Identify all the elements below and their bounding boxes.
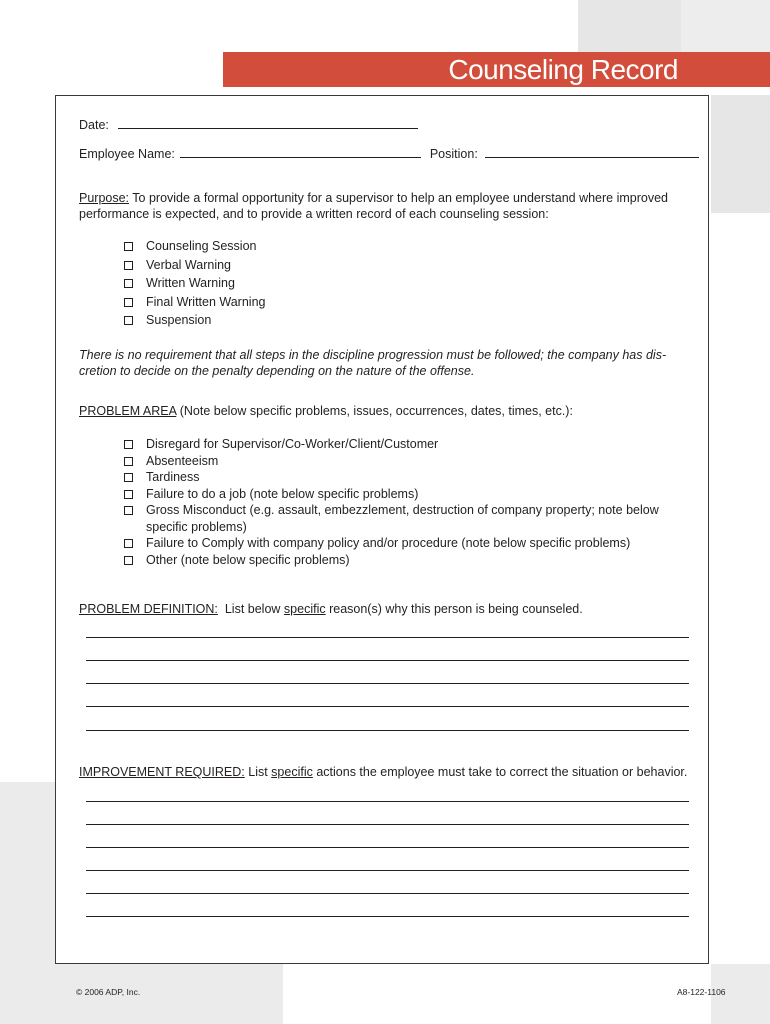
- purpose-text-2: performance is expected, and to provide a written record of each counseling session:: [79, 207, 549, 221]
- checkbox[interactable]: [124, 242, 133, 251]
- improvement-line[interactable]: [86, 824, 689, 825]
- improvement-heading: IMPROVEMENT REQUIRED: List specific actions the employee must take to correct the situation or behavior.: [79, 765, 688, 779]
- checkbox-item[interactable]: Final Written Warning: [124, 293, 265, 312]
- checkbox[interactable]: [124, 298, 133, 307]
- date-field[interactable]: [118, 116, 418, 129]
- problem-definition-line[interactable]: [86, 637, 689, 638]
- decor-block: [711, 95, 770, 213]
- problem-area-label: PROBLEM AREA: [79, 404, 177, 418]
- improvement-line[interactable]: [86, 870, 689, 871]
- date-label: Date:: [79, 118, 109, 132]
- checkbox-item[interactable]: Counseling Session: [124, 237, 265, 256]
- checkbox-item[interactable]: Failure to Comply with company policy and/or procedure (note below specific problems): [124, 535, 659, 552]
- employee-name-field[interactable]: [180, 145, 421, 158]
- problem-definition-label: PROBLEM DEFINITION:: [79, 602, 218, 616]
- checkbox-item[interactable]: Disregard for Supervisor/Co-Worker/Client/Customer: [124, 436, 659, 453]
- checkbox[interactable]: [124, 440, 133, 449]
- discipline-note: There is no requirement that all steps in the discipline progression must be followed; the company has dis- cretion to decide on the penalty depending on the nature of the offense.: [79, 348, 667, 378]
- checkbox[interactable]: [124, 279, 133, 288]
- problem-definition-line[interactable]: [86, 660, 689, 661]
- date-row: [79, 116, 418, 132]
- checkbox-item[interactable]: Verbal Warning: [124, 256, 265, 275]
- checkbox-item[interactable]: Other (note below specific problems): [124, 552, 659, 569]
- checkbox-item[interactable]: Gross Misconduct (e.g. assault, embezzlement, destruction of company property; note below specific problems): [124, 502, 659, 535]
- improvement-label: IMPROVEMENT REQUIRED:: [79, 765, 245, 779]
- checkbox[interactable]: [124, 556, 133, 565]
- counseling-type-list: [124, 237, 265, 330]
- decor-block: [681, 0, 770, 52]
- improvement-line[interactable]: [86, 893, 689, 894]
- employee-row: [79, 145, 699, 161]
- gross-misconduct-continuation: specific problems): [146, 519, 247, 534]
- purpose-block: [79, 190, 668, 222]
- problem-definition-line[interactable]: [86, 706, 689, 707]
- improvement-line[interactable]: [86, 847, 689, 848]
- checkbox[interactable]: [124, 316, 133, 325]
- decor-block: [0, 782, 55, 1024]
- checkbox[interactable]: [124, 506, 133, 515]
- copyright: © 2006 ADP, Inc.: [76, 987, 141, 997]
- employee-name-label: Employee Name:: [79, 147, 175, 161]
- form-code: A8-122-1106: [677, 987, 726, 997]
- checkbox[interactable]: [124, 490, 133, 499]
- checkbox-item[interactable]: Suspension: [124, 311, 265, 330]
- problem-definition-line[interactable]: [86, 683, 689, 684]
- problem-area-list: [124, 436, 659, 568]
- checkbox[interactable]: [124, 261, 133, 270]
- page-title: Counseling Record: [448, 54, 678, 85]
- improvement-line[interactable]: [86, 801, 689, 802]
- problem-definition-line[interactable]: [86, 730, 689, 731]
- improvement-line[interactable]: [86, 916, 689, 917]
- decor-block: [578, 0, 681, 52]
- checkbox-item[interactable]: Tardiness: [124, 469, 659, 486]
- checkbox-item[interactable]: Absenteeism: [124, 453, 659, 470]
- title-bar: [223, 52, 770, 87]
- problem-area-desc: (Note below specific problems, issues, occurrences, dates, times, etc.):: [176, 404, 573, 418]
- position-field[interactable]: [485, 145, 699, 158]
- checkbox-item[interactable]: Written Warning: [124, 274, 265, 293]
- problem-definition-heading: PROBLEM DEFINITION: List below specific reason(s) why this person is being counseled.: [79, 602, 583, 616]
- position-label: Position:: [429, 147, 478, 161]
- purpose-label: Purpose:: [79, 191, 130, 205]
- problem-area-heading: [79, 404, 573, 418]
- checkbox-item[interactable]: Failure to do a job (note below specific problems): [124, 486, 659, 503]
- checkbox[interactable]: [124, 457, 133, 466]
- checkbox[interactable]: [124, 539, 133, 548]
- purpose-text: To provide a formal opportunity for a supervisor to help an employee understand where improved: [132, 191, 668, 205]
- checkbox[interactable]: [124, 473, 133, 482]
